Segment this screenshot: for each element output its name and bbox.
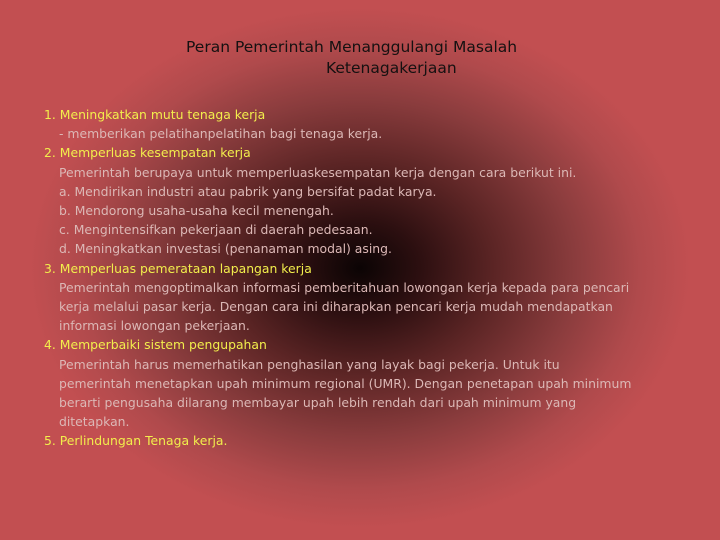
list-item <box>44 143 684 258</box>
list-item-heading: 3. Memperluas pemerataan lapangan kerja <box>44 260 312 276</box>
list-item-text: ditetapkan. <box>59 414 130 430</box>
list-item-text: b. Mendorong usaha-usaha kecil menengah. <box>59 203 334 219</box>
list-item <box>44 431 684 450</box>
slide-title-line-2: Ketenagakerjaan <box>326 59 457 77</box>
slide-content <box>44 105 684 451</box>
list-item-text: d. Meningkatkan investasi (penanaman modal) asing. <box>59 241 392 257</box>
list-item-text: pemerintah menetapkan upah minimum regional (UMR). Dengan penetapan upah minimum <box>59 375 632 391</box>
list-item <box>44 335 684 431</box>
slide-title <box>0 37 720 79</box>
list-item-text: a. Mendirikan industri atau pabrik yang bersifat padat karya. <box>59 183 437 199</box>
list-item-text: informasi lowongan pekerjaan. <box>59 318 250 334</box>
list-item-heading: 1. Meningkatkan mutu tenaga kerja <box>44 107 266 122</box>
list-item-text: Pemerintah harus memerhatikan penghasilan yang layak bagi pekerja. Untuk itu <box>59 356 560 372</box>
list-item-heading: 2. Memperluas kesempatan kerja <box>44 145 251 161</box>
list-item-heading: 5. Perlindungan Tenaga kerja. <box>44 433 228 449</box>
list-item-text: Pemerintah berupaya untuk memperluaskesempatan kerja dengan cara berikut ini. <box>59 164 577 180</box>
list-item-text: berarti pengusaha dilarang membayar upah lebih rendah dari upah minimum yang <box>59 395 577 411</box>
list-item-heading: 4. Memperbaiki sistem pengupahan <box>44 337 267 353</box>
list-item <box>44 105 684 143</box>
slide-title-line-1: Peran Pemerintah Menanggulangi Masalah <box>186 38 518 56</box>
list-item-text: - memberikan pelatihanpelatihan bagi tenaga kerja. <box>59 126 383 142</box>
list-item-text: kerja melalui pasar kerja. Dengan cara ini diharapkan pencari kerja mudah mendapatkan <box>59 299 613 315</box>
list-item-text: c. Mengintensifkan pekerjaan di daerah pedesaan. <box>59 222 373 238</box>
list-item-text: Pemerintah mengoptimalkan informasi pemberitahuan lowongan kerja kepada para pencari <box>59 279 630 295</box>
list-item <box>44 259 684 336</box>
